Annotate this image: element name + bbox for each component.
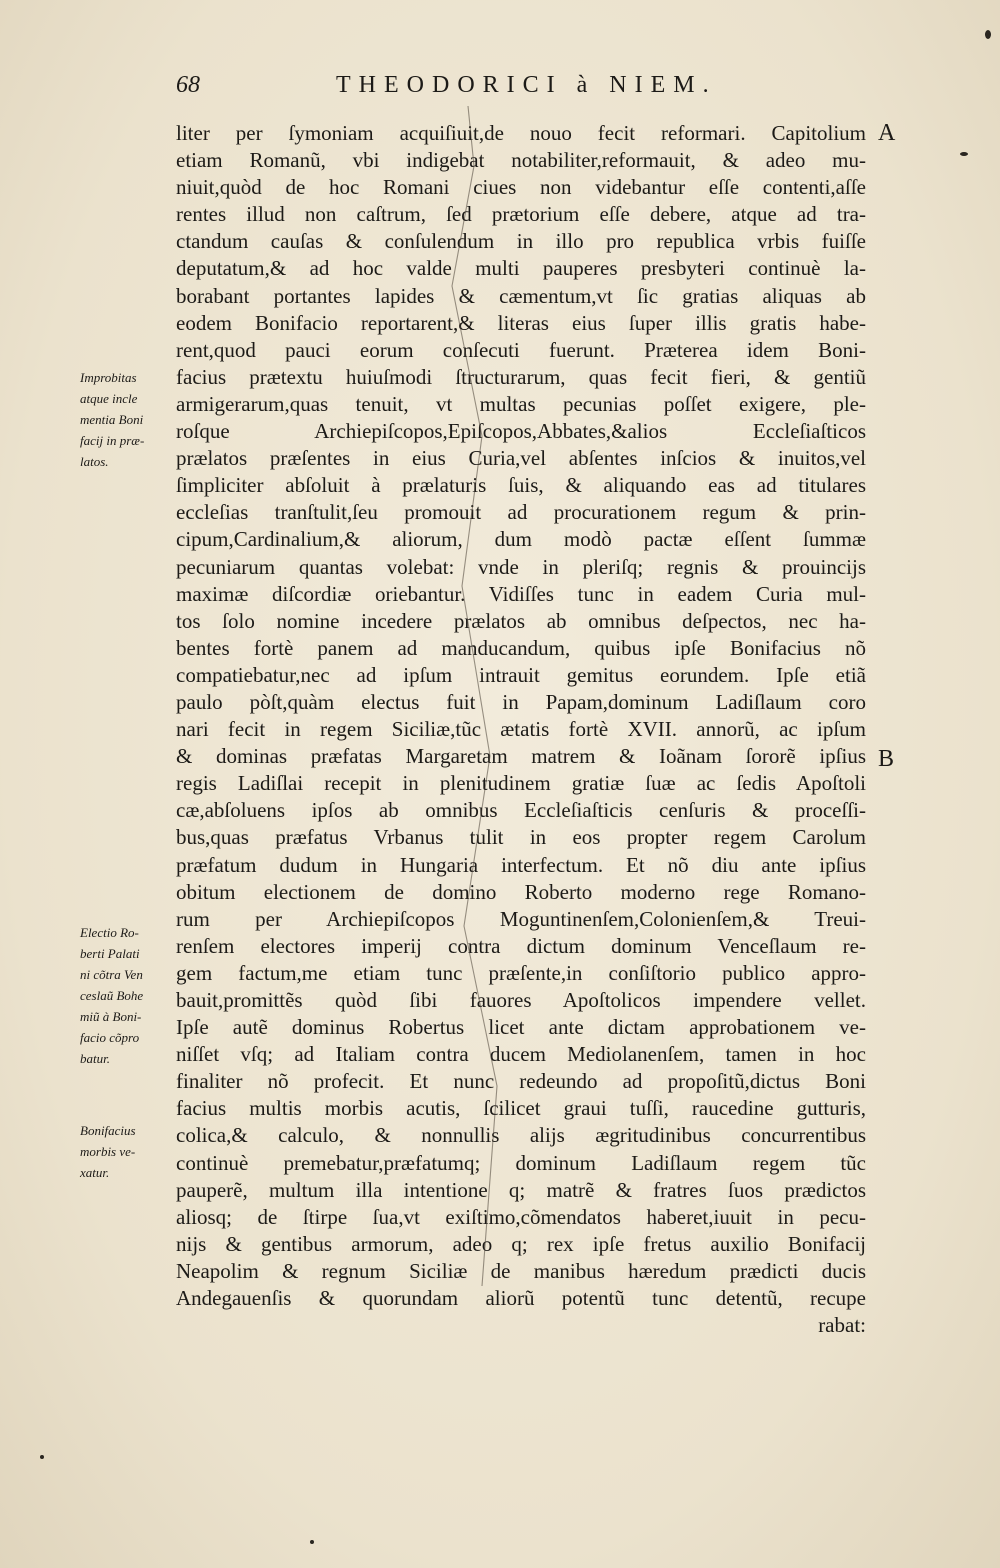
- sidenote-line: latos.: [80, 454, 109, 469]
- text-line: rum per Archiepiſcopos Moguntinenſem,Colonienſem,& Treui-: [176, 906, 866, 931]
- text-line: gem factum,me etiam tunc præſente,in conſiſtorio publico appro-: [176, 960, 866, 985]
- text-line: bauit,promittẽs quòd ſibi fauores Apoſtolicos impendere vellet.: [176, 988, 866, 1012]
- page-number: 68: [176, 72, 200, 98]
- text-line: borabant portantes lapides & cæmentum,vt ſic gratias aliquas ab: [176, 283, 866, 308]
- text-line: roſque Archiepiſcopos,Epiſcopos,Abbates,&alios Eccleſiaſticos: [176, 419, 866, 444]
- sidenote-line: ceslaũ Bohe: [80, 988, 144, 1003]
- text-line: præfatum dudum in Hungaria interfectum. Et nõ diu ante ipſius: [176, 852, 866, 877]
- text-line: Neapolim & regnum Siciliæ de manibus hæredum prædicti ducis: [176, 1258, 866, 1283]
- margin-letter-a: A: [878, 120, 896, 146]
- text-line: cipum,Cardinalium,& aliorum, dum modò pactæ eſſent ſummæ: [176, 527, 866, 552]
- sidenote-line: ni cõtra Ven: [80, 967, 143, 982]
- text-line: liter per ſymoniam acquiſiuit,de nouo fecit reformari. Capitolium: [176, 121, 866, 145]
- text-line: eccleſias tranſtulit,ſeu promouit ad procurationem regum & prin-: [176, 500, 866, 525]
- text-line: armigerarum,quas tenuit, vt multas pecunias poſſet exigere, ple-: [176, 391, 866, 416]
- ink-speck: [310, 1540, 314, 1544]
- text-line: colica,& calculo, & nonnullis alijs ægritudinibus concurrentibus: [176, 1123, 866, 1148]
- sidenote-electio-roberti: [80, 922, 172, 1069]
- margin-letter-b: B: [878, 746, 895, 772]
- sidenote-line: morbis ve-: [80, 1144, 136, 1159]
- text-line: regis Ladiſlai recepit in plenitudinem gratiæ ſuæ ac ſedis Apoſtoli: [176, 771, 866, 796]
- text-line: etiam Romanũ, vbi indigebat notabiliter,reformauit, & adeo mu-: [176, 148, 866, 173]
- text-line: eodem Bonifacio reportarent,& literas eius ſuper illis gratis habe-: [176, 310, 866, 335]
- running-head: THEODORICI à NIEM.: [336, 72, 717, 98]
- sidenote-line: atque incle: [80, 391, 138, 406]
- body-text: [176, 120, 866, 1339]
- text-line: pauperẽ, multum illa intentione q; matrẽ & fratres ſuos prædictos: [176, 1177, 866, 1202]
- sidenote-line: miũ à Boni-: [80, 1009, 142, 1024]
- sidenote-line: facij in præ-: [80, 433, 145, 448]
- text-line: nari fecit in regem Siciliæ,tũc ætatis fortè XVII. annorũ, ac ipſum: [176, 717, 866, 742]
- sidenote-line: Improbitas: [80, 370, 137, 385]
- text-line: ctandum cauſas & conſulendum in illo pro republica vrbis fuiſſe: [176, 229, 866, 254]
- text-line: rabat:: [818, 1313, 866, 1338]
- sidenote-line: Electio Ro-: [80, 925, 139, 940]
- text-line: deputatum,& ad hoc valde multi pauperes presbyteri continuè la-: [176, 256, 866, 281]
- ink-speck: [40, 1455, 44, 1459]
- sidenote-improbitas: [80, 367, 172, 472]
- sidenote-line: xatur.: [80, 1165, 110, 1180]
- text-line: continuè premebatur,præfatumq; dominum Ladiſlaum regem tũc: [176, 1150, 866, 1175]
- text-line: ſimpliciter abſoluit à prælaturis ſuis, & aliquando eas ad titulares: [176, 473, 866, 498]
- text-line: cæ,abſoluens ipſos ab omnibus Eccleſiaſticis cenſuris & proceſſi-: [176, 798, 866, 823]
- text-line: renſem electores imperij contra dictum dominum Venceſlaum re-: [176, 933, 866, 958]
- text-line: prælatos præſentes in eius Curia,vel abſentes inſcios & inuitos,vel: [176, 446, 866, 471]
- ink-speck: [960, 152, 968, 156]
- text-line: paulo pòſt,quàm electus fuit in Papam,dominum Ladiſlaum coro: [176, 689, 866, 714]
- ink-speck: [985, 30, 991, 39]
- text-line: pecuniarum quantas volebat: vnde in pleriſq; regnis & prouincijs: [176, 554, 866, 579]
- text-line: aliosq; de ſtirpe ſua,vt exiſtimo,cõmendatos haberet,iuuit in pecu-: [176, 1204, 866, 1229]
- text-line: rent,quod pauci eorum conſecuti fuerunt. Præterea idem Boni-: [176, 337, 866, 362]
- text-line: bentes fortè panem ad manducandum, quibus ipſe Bonifacius nõ: [176, 635, 866, 660]
- text-line: bus,quas præfatus Vrbanus tulit in eos propter regem Carolum: [176, 825, 866, 850]
- text-line: facius prætextu huiuſmodi ſtructurarum, quas fecit fieri, & gentiũ: [176, 364, 866, 389]
- text-line: niſſet vſq; ad Italiam contra ducem Mediolanenſem, tamen in hoc: [176, 1042, 866, 1067]
- text-line: finaliter nõ profecit. Et nunc redeundo ad propoſitũ,dictus Boni: [176, 1069, 866, 1094]
- sidenote-line: berti Palati: [80, 946, 140, 961]
- text-line: rentes illud non caſtrum, ſed prætorium eſſe debere, atque ad tra-: [176, 202, 866, 227]
- text-line: maximæ diſcordiæ oriebantur. Vidiſſes tunc in eadem Curia mul-: [176, 581, 866, 606]
- sidenote-bonifacius-morbis: [80, 1120, 172, 1183]
- page-header: [176, 72, 866, 112]
- sidenote-line: batur.: [80, 1051, 110, 1066]
- text-line: obitum electionem de domino Roberto moderno rege Romano-: [176, 879, 866, 904]
- text-line: compatiebatur,nec ad ipſum intrauit gemitus eorundem. Ipſe etiã: [176, 662, 866, 687]
- sidenote-line: facio cõpro: [80, 1030, 140, 1045]
- text-line: & dominas præfatas Margaretam matrem & Ioãnam ſororẽ ipſius: [176, 744, 866, 769]
- text-line: facius multis morbis acutis, ſcilicet graui tuſſi, raucedine gutturis,: [176, 1096, 866, 1121]
- text-line: niuit,quòd de hoc Romani ciues non videbantur eſſe contenti,aſſe: [176, 175, 866, 200]
- text-line: nijs & gentibus armorum, adeo q; rex ipſe fretus auxilio Bonifacij: [176, 1231, 866, 1256]
- sidenote-line: mentia Boni: [80, 412, 144, 427]
- sidenote-line: Bonifacius: [80, 1123, 136, 1138]
- text-line: tos ſolo nomine incedere prælatos ab omnibus deſpectos, nec ha-: [176, 608, 866, 633]
- text-line: Ipſe autẽ dominus Robertus licet ante dictam approbationem ve-: [176, 1015, 866, 1040]
- text-line: Andegauenſis & quorundam aliorũ potentũ tunc detentũ, recupe: [176, 1286, 866, 1311]
